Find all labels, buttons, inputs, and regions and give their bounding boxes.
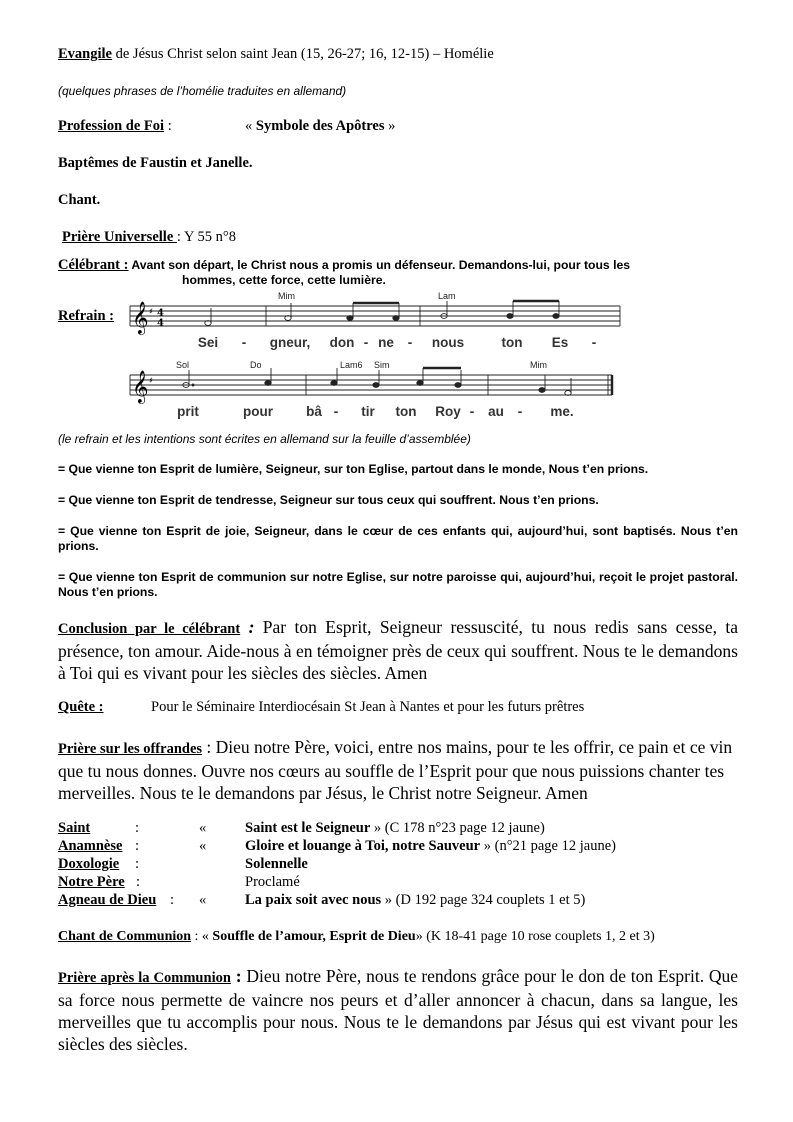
lyric-syllable: nous <box>431 335 465 350</box>
lyric-syllable: ton <box>395 404 417 419</box>
apres-communion-sep: : <box>230 966 247 986</box>
ordinaire-title: Saint est le Seigneur <box>245 820 371 836</box>
key-sharp-icon: ♯ <box>149 376 153 385</box>
profession-title: Symbole des Apôtres <box>255 118 385 134</box>
lyric-syllable: Roy <box>435 404 461 419</box>
communion-sep: : « <box>191 929 213 944</box>
celebrant-block <box>58 257 758 288</box>
chord-symbol: Mim <box>278 291 295 301</box>
ordinaire-label: Agneau de Dieu <box>58 892 157 908</box>
profession-title-wrap <box>245 118 395 135</box>
ordinaire-colon: : <box>135 856 140 872</box>
apres-communion-text: Dieu notre Père, nous te rendons grâce pour le don de ton Esprit. Que sa force nous permette de vaincre nos peurs et d’aller annoncer à chacun, dans sa langue, les merveilles que tu accomplis pour nous. Nous te le demandons par Jésus qui est vivant pour les siècles des siècles. <box>58 966 739 1054</box>
intention: = Que vienne ton Esprit de communion sur notre Eglise, sur notre paroisse qui, aujourd’hui, reçoit le projet pastoral. Nous t’en prions. <box>58 570 738 599</box>
refrain-note: (le refrain et les intentions sont écrites en allemand sur la feuille d’assemblée) <box>58 432 471 446</box>
communion-line <box>58 929 655 945</box>
chord-symbol: Sim <box>374 360 390 370</box>
priere-universelle-label: Prière Universelle <box>62 229 177 245</box>
time-signature: 4 <box>157 318 164 329</box>
lyric-syllable: prit <box>177 404 199 419</box>
evangile-text: de Jésus Christ selon saint Jean (15, 26-27; 16, 12-15) – Homélie <box>111 46 494 62</box>
lyric-syllable: Es <box>551 335 569 350</box>
celebrant-line2: hommes, cette force, cette lumière. <box>182 273 386 287</box>
baptemes: Baptêmes de Faustin et Janelle. <box>58 155 253 171</box>
lyric-syllable: ne <box>378 335 394 350</box>
lyric-syllable: - <box>469 404 475 419</box>
offrandes-sep: : <box>202 737 216 757</box>
lyric-syllable: bâ <box>306 404 322 419</box>
ordinaire-ref: » (n°21 page 12 jaune) <box>480 838 616 854</box>
lyrics-line-2 <box>177 404 574 419</box>
quete-line <box>58 699 758 716</box>
evangile-note: (quelques phrases de l’homélie traduites en allemand) <box>58 84 347 98</box>
lyric-syllable: - <box>363 335 369 350</box>
treble-clef-icon: 𝄞 <box>132 370 149 403</box>
ordinaire-ref: » (D 192 page 324 couplets 1 et 5) <box>381 892 586 908</box>
ordinaire-colon: : <box>135 838 140 854</box>
lyric-syllable: - <box>241 335 247 350</box>
communion-label: Chant de Communion <box>58 929 192 944</box>
communion-ref: » (K 18-41 page 10 rose couplets 1, 2 et 3) <box>415 929 655 944</box>
lyric-syllable: au <box>488 404 504 419</box>
apres-communion-label: Prière après la Communion <box>58 970 231 986</box>
communion-title: Souffle de l’amour, Esprit de Dieu <box>212 929 416 944</box>
refrain-label: Refrain : <box>58 308 114 324</box>
ordinaire-title: Solennelle <box>245 856 308 872</box>
ordinaire-colon: : <box>170 892 175 908</box>
chord-symbol: Sol <box>176 360 190 370</box>
ordinaire-label: Notre Père <box>58 874 125 890</box>
key-sharp-icon: ♯ <box>149 307 153 316</box>
intention: = Que vienne ton Esprit de lumière, Seigneur, sur ton Eglise, partout dans le monde, Nous t’en prions. <box>58 462 649 476</box>
ordinaire-ref: » (C 178 n°23 page 12 jaune) <box>370 820 545 836</box>
celebrant-label: Célébrant : <box>58 257 129 273</box>
lyric-syllable: pour <box>243 404 273 419</box>
conclusion-label: Conclusion par le célébrant <box>58 621 241 637</box>
profession-line <box>58 118 758 135</box>
ordinaire-label: Saint <box>58 820 91 836</box>
lyric-syllable: Sei <box>197 335 219 350</box>
chant-heading: Chant. <box>58 192 101 208</box>
ordinaire-quote: « <box>199 820 207 836</box>
ordinaire-title: Gloire et louange à Toi, notre Sauveur <box>245 838 481 854</box>
chord-symbol: Mim <box>530 360 547 370</box>
chord-symbol: Lam <box>438 291 456 301</box>
refrain-score <box>128 290 624 424</box>
ordinaire-title: La paix soit avec nous <box>245 892 382 908</box>
offrandes-block <box>58 736 738 804</box>
lyric-syllable: ton <box>501 335 523 350</box>
chord-symbol: Lam6 <box>340 360 363 370</box>
apres-communion-block <box>58 965 738 1055</box>
conclusion-text: Par ton Esprit, Seigneur ressuscité, tu nous redis sans cesse, ta présence, ton amour. Aide-nous à en témoigner près de ceux qui souffrent. Nous te le demandons à Toi qui es vivant pour les siècles des siècles. Amen <box>58 617 738 683</box>
lyric-syllable: - <box>591 335 597 350</box>
lyrics-line-1 <box>198 335 596 350</box>
ordinaire-label: Anamnèse <box>58 838 123 854</box>
conclusion-sep: : <box>240 617 263 637</box>
time-signature: 4 <box>157 308 164 319</box>
lyric-syllable: me. <box>550 404 574 419</box>
profession-quote-open: « <box>245 118 256 134</box>
priere-universelle-ref: : Y 55 n°8 <box>176 229 236 245</box>
evangile-line <box>58 46 494 63</box>
chord-symbols-2 <box>176 360 547 370</box>
staff-1 <box>130 306 620 326</box>
profession-sep: : <box>164 118 172 134</box>
treble-clef-icon: 𝄞 <box>132 301 149 334</box>
quete-label: Quête : <box>58 699 104 715</box>
lyric-syllable: - <box>517 404 523 419</box>
profession-label: Profession de Foi <box>58 118 165 134</box>
offrandes-text: Dieu notre Père, voici, entre nos mains, pour te les offrir, ce pain et ce vin que tu nous donnes. Ouvre nos cœurs au souffle de l’Esprit pour que nous puissions chanter tes merveilles. Nous te le demandons par Jésus, le Christ notre Seigneur. Amen <box>58 737 733 803</box>
notes-line-2 <box>183 368 571 395</box>
ordinaire-label: Doxologie <box>58 856 120 872</box>
quete-text: Pour le Séminaire Interdiocésain St Jean à Nantes et pour les futurs prêtres <box>151 699 585 715</box>
ordinaire-quote: « <box>199 838 207 854</box>
profession-quote-close: » <box>384 118 396 134</box>
lyric-syllable: gneur, <box>269 335 311 350</box>
chord-symbol: Do <box>250 360 262 370</box>
priere-universelle-line <box>62 229 236 246</box>
celebrant-line1: Avant son départ, le Christ nous a promis un défenseur. Demandons-lui, pour tous les <box>128 258 631 272</box>
intention: = Que vienne ton Esprit de tendresse, Seigneur sur tous ceux qui souffrent. Nous t’en prions. <box>58 493 599 507</box>
ordinaire-colon: : <box>135 820 140 836</box>
chord-symbols-1 <box>278 291 456 301</box>
notes-line-1 <box>205 301 559 326</box>
ordinaire-colon: : <box>136 874 141 890</box>
lyric-syllable: don <box>329 335 355 350</box>
conclusion-block <box>58 616 738 684</box>
lyric-syllable: - <box>407 335 413 350</box>
evangile-label: Evangile <box>58 46 112 62</box>
lyric-syllable: tir <box>361 404 375 419</box>
lyric-syllable: - <box>333 404 339 419</box>
intention: = Que vienne ton Esprit de joie, Seigneur, dans le cœur de ces enfants qui, aujourd’hui, sont baptisés. Nous t’en prions. <box>58 524 738 553</box>
ordinaire-ref: Proclamé <box>245 874 300 890</box>
ordinaire-quote: « <box>199 892 207 908</box>
offrandes-label: Prière sur les offrandes <box>58 741 203 757</box>
